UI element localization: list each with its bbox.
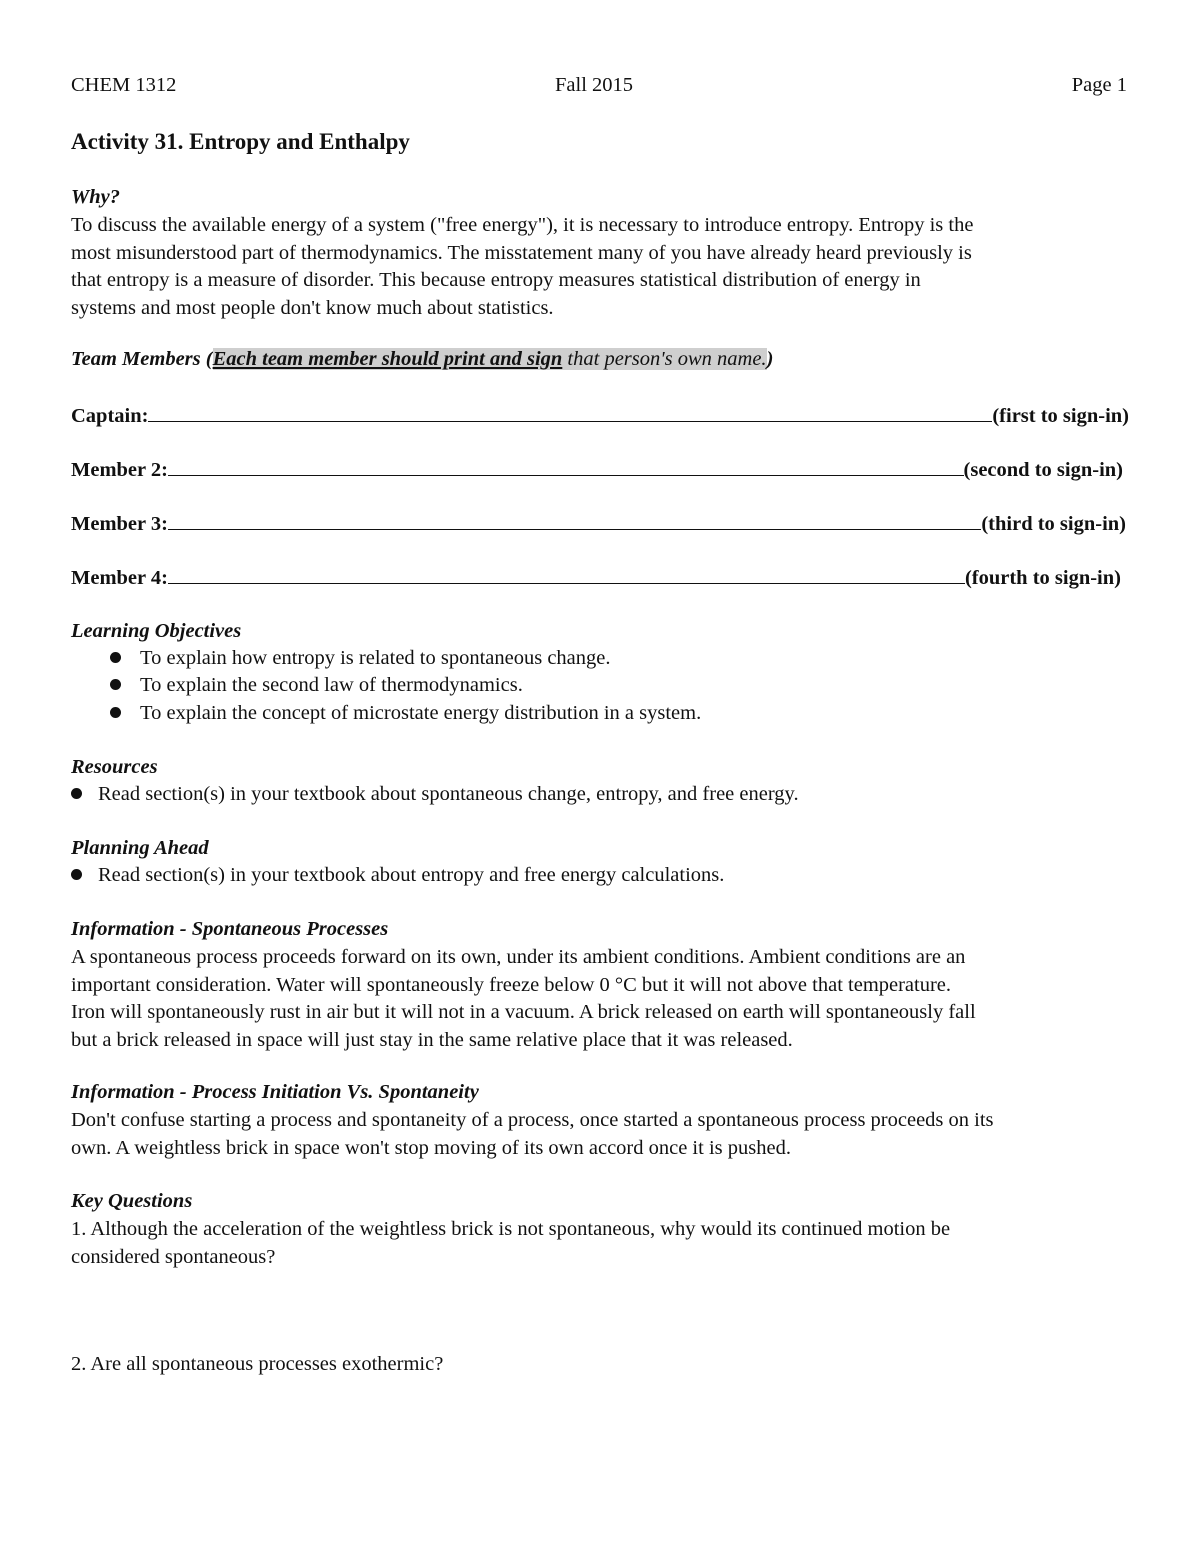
objectives-heading: Learning Objectives — [71, 620, 242, 642]
member3-signature-line[interactable] — [168, 510, 981, 530]
resources-item — [71, 783, 799, 806]
member4-sign-row — [71, 564, 1121, 590]
member3-sign-row — [71, 510, 1126, 536]
member2-sign-row — [71, 456, 1123, 482]
page-title: Activity 31. Entropy and Enthalpy — [71, 129, 410, 154]
team-heading-label: Team Members ( — [71, 348, 213, 370]
objective-text: To explain the concept of microstate energy distribution in a system. — [140, 702, 702, 724]
info-initiation-heading: Information - Process Initiation Vs. Spontaneity — [71, 1081, 479, 1103]
member2-label: Member 2: — [71, 459, 168, 481]
resources-heading: Resources — [71, 756, 158, 778]
bullet-icon — [71, 869, 82, 880]
member3-label: Member 3: — [71, 513, 168, 535]
question-1-line: considered spontaneous? — [71, 1245, 276, 1268]
question-2: 2. Are all spontaneous processes exothermic? — [71, 1353, 444, 1375]
page-number: Page 1 — [1071, 74, 1127, 96]
info1-line: important consideration. Water will spontaneously freeze below 0 °C but it will not above that temperature. — [71, 973, 952, 996]
objective-item — [110, 702, 701, 725]
objective-item — [110, 674, 523, 697]
team-instruction — [213, 348, 767, 370]
bullet-icon — [110, 707, 121, 718]
captain-sign-row — [71, 402, 1129, 428]
info-initiation-paragraph — [71, 1107, 1141, 1162]
term: Fall 2015 — [555, 74, 634, 96]
member4-note: (fourth to sign-in) — [964, 567, 1121, 589]
info1-line: but a brick released in space will just stay in the same relative place that it was released. — [71, 1028, 793, 1051]
info2-line: own. A weightless brick in space won't stop moving of its own accord once it is pushed. — [71, 1136, 791, 1159]
planning-heading: Planning Ahead — [71, 837, 209, 859]
question-1-line: 1. Although the acceleration of the weightless brick is not spontaneous, why would its continued motion be — [71, 1218, 951, 1240]
info1-line: A spontaneous process proceeds forward on its own, under its ambient conditions. Ambient conditions are an — [71, 946, 966, 968]
member2-note: (second to sign-in) — [963, 459, 1123, 481]
captain-label: Captain: — [71, 405, 149, 427]
info-spontaneous-paragraph — [71, 944, 1141, 1054]
planning-item — [71, 864, 724, 887]
objective-text: To explain how entropy is related to spontaneous change. — [140, 647, 611, 669]
team-members-heading — [71, 348, 773, 371]
team-instruction-bold: Each team member should print and sign — [212, 348, 563, 370]
bullet-icon — [71, 788, 82, 799]
objective-text: To explain the second law of thermodynamics. — [140, 674, 523, 696]
team-instruction-rest: that person's own name. — [562, 348, 767, 370]
bullet-icon — [110, 652, 121, 663]
question-1 — [71, 1216, 1141, 1271]
why-line: systems and most people don't know much about statistics. — [71, 296, 554, 319]
resources-text: Read section(s) in your textbook about spontaneous change, entropy, and free energy. — [98, 783, 799, 805]
info2-line: Don't confuse starting a process and spontaneity of a process, once started a spontaneous process proceeds on its — [71, 1109, 994, 1131]
member2-signature-line[interactable] — [168, 456, 964, 476]
member4-signature-line[interactable] — [168, 564, 965, 584]
why-line: most misunderstood part of thermodynamics. The misstatement many of you have already heard previously is — [71, 241, 972, 264]
member4-label: Member 4: — [71, 567, 168, 589]
why-line: To discuss the available energy of a system ("free energy"), it is necessary to introduce entropy. Entropy is the — [71, 214, 974, 236]
planning-text: Read section(s) in your textbook about entropy and free energy calculations. — [98, 864, 725, 886]
info1-line: Iron will spontaneously rust in air but it will not in a vacuum. A brick released on earth will spontaneously fall — [71, 1001, 976, 1023]
objective-item — [110, 647, 611, 670]
bullet-icon — [110, 679, 121, 690]
info-spontaneous-heading: Information - Spontaneous Processes — [71, 918, 389, 940]
key-questions-heading: Key Questions — [71, 1190, 193, 1212]
captain-note: (first to sign-in) — [992, 405, 1129, 427]
why-line: that entropy is a measure of disorder. This because entropy measures statistical distribution of energy in — [71, 269, 921, 291]
why-heading: Why? — [71, 186, 120, 208]
captain-signature-line[interactable] — [148, 402, 992, 422]
member3-note: (third to sign-in) — [981, 513, 1126, 535]
course-code: CHEM 1312 — [71, 74, 177, 96]
why-paragraph — [71, 212, 1141, 322]
team-heading-close: ) — [766, 348, 774, 370]
